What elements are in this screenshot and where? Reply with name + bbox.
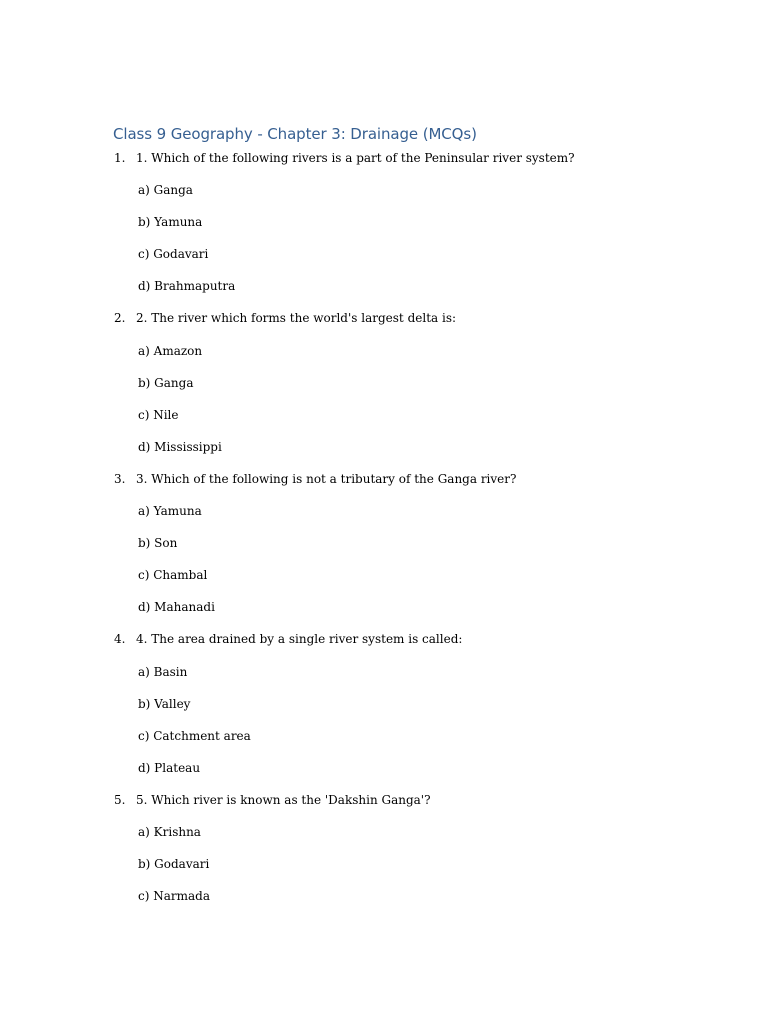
option-text: c) Godavari — [138, 247, 209, 262]
answer-option — [0, 534, 768, 566]
question-text: 2. The river which forms the world's largest delta is: — [136, 311, 457, 326]
question-item — [0, 149, 768, 309]
question-number: 1. — [114, 151, 126, 165]
question-line — [0, 630, 768, 662]
question-text: 1. Which of the following rivers is a part of the Peninsular river system? — [136, 151, 575, 165]
question-line — [0, 309, 768, 341]
answer-option — [0, 887, 768, 919]
answer-option — [0, 406, 768, 438]
answer-option — [0, 823, 768, 855]
answer-option — [0, 181, 768, 213]
question-item — [0, 309, 768, 469]
question-item — [0, 470, 768, 630]
option-text: a) Ganga — [138, 183, 193, 198]
answer-option — [0, 598, 768, 630]
option-text: b) Godavari — [138, 857, 210, 872]
answer-option — [0, 663, 768, 695]
option-text: d) Plateau — [138, 760, 201, 775]
answer-option — [0, 695, 768, 727]
question-item — [0, 630, 768, 790]
answer-option — [0, 759, 768, 791]
question-number: 4. — [114, 632, 126, 647]
question-number: 5. — [114, 792, 126, 807]
option-text: b) Yamuna — [138, 215, 203, 230]
question-number: 2. — [114, 311, 126, 326]
answer-option — [0, 566, 768, 598]
question-list — [0, 149, 768, 919]
option-text: b) Son — [138, 536, 178, 551]
answer-option — [0, 502, 768, 534]
option-text: d) Mahanadi — [138, 600, 215, 615]
answer-option — [0, 342, 768, 374]
document-title: Class 9 Geography - Chapter 3: Drainage (MCQs) — [113, 125, 477, 143]
option-text: b) Valley — [138, 696, 191, 711]
option-text: a) Basin — [138, 664, 188, 679]
answer-option — [0, 855, 768, 887]
answer-option — [0, 438, 768, 470]
answer-option — [0, 245, 768, 277]
option-text: a) Yamuna — [138, 504, 202, 519]
option-text: b) Ganga — [138, 375, 194, 390]
option-text: a) Amazon — [138, 343, 203, 358]
answer-option — [0, 727, 768, 759]
question-line — [0, 149, 768, 181]
question-line — [0, 470, 768, 502]
option-text: a) Krishna — [138, 824, 201, 839]
option-text: c) Narmada — [138, 889, 210, 904]
option-text: d) Mississippi — [138, 439, 222, 454]
option-text: c) Chambal — [138, 568, 208, 583]
question-text: 5. Which river is known as the 'Dakshin Ganga'? — [136, 792, 431, 807]
question-line — [0, 791, 768, 823]
question-item — [0, 791, 768, 919]
option-text: c) Catchment area — [138, 728, 251, 743]
answer-option — [0, 213, 768, 245]
question-number: 3. — [114, 471, 126, 486]
option-text: c) Nile — [138, 407, 179, 422]
question-text: 3. Which of the following is not a tributary of the Ganga river? — [136, 471, 517, 486]
option-text: d) Brahmaputra — [138, 279, 236, 294]
answer-option — [0, 277, 768, 309]
answer-option — [0, 374, 768, 406]
question-text: 4. The area drained by a single river system is called: — [136, 632, 463, 647]
